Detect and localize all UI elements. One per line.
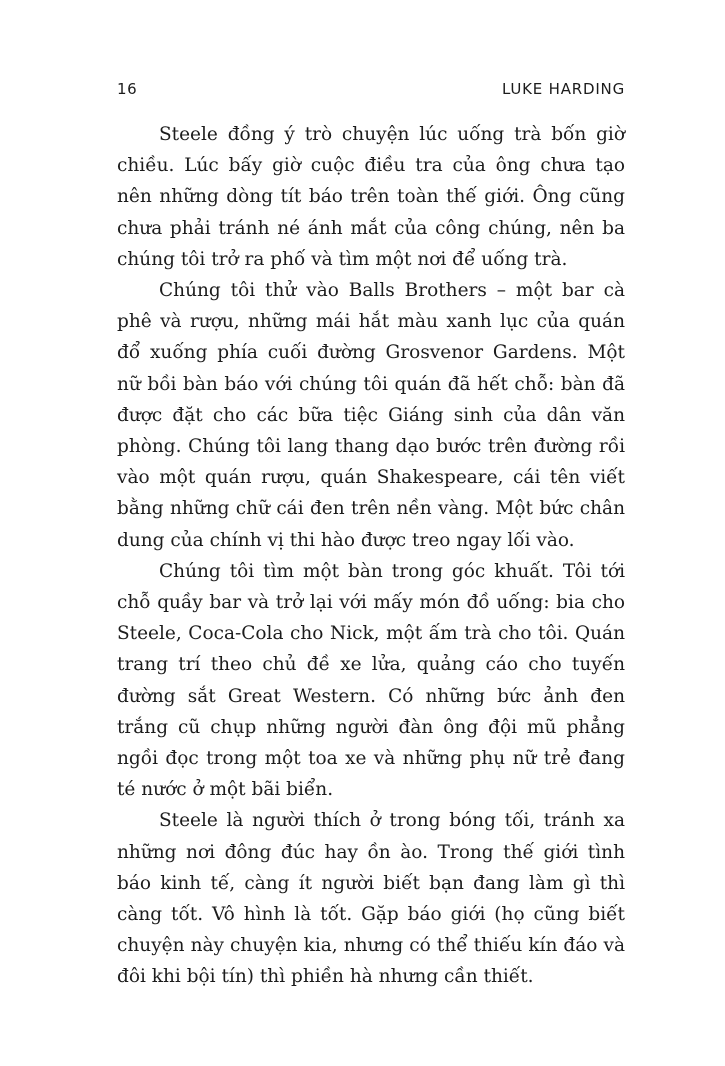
paragraph-3: Chúng tôi tìm một bàn trong góc khuất. Tôi tới chỗ quầy bar và trở lại với mấy món đồ uống: bia cho Steele, Coca-Cola cho Nick, một ấm trà cho tôi. Quán trang trí theo chủ đề xe lửa, quảng cáo cho tuyến đường sắt Great Western. Có những bức ảnh đen trắng cũ chụp những người đàn ông đội mũ phẳng ngồi đọc trong một toa xe và những phụ nữ trẻ đang té nước ở một bãi biển.	[117, 560, 625, 801]
paragraph-4: Steele là người thích ở trong bóng tối, tránh xa những nơi đông đúc hay ồn ào. Trong thế giới tình báo kinh tế, càng ít người biết bạn đang làm gì thì càng tốt. Vô hình là tốt. Gặp báo giới (họ cũng biết chuyện này chuyện kia, nhưng có thể thiếu kín đáo và đôi khi bội tín) thì phiền hà nhưng cần thiết.	[117, 810, 625, 988]
paragraph-1: Steele đồng ý trò chuyện lúc uống trà bốn giờ chiều. Lúc bấy giờ cuộc điều tra của ông chưa tạo nên những dòng tít báo trên toàn thế giới. Ông cũng chưa phải tránh né ánh mắt của công chúng, nên ba chúng tôi trở ra phố và tìm một nơi để uống trà.	[117, 124, 625, 270]
paragraph-2: Chúng tôi thử vào Balls Brothers – một bar cà phê và rượu, những mái hắt màu xanh lục của quán đổ xuống phía cuối đường Grosvenor Gardens. Một nữ bồi bàn báo với chúng tôi quán đã hết chỗ: bàn đã được đặt cho các bữa tiệc Giáng sinh của dân văn phòng. Chúng tôi lang thang dạo bước trên đường rồi vào một quán rượu, quán Shakespeare, cái tên viết bằng những chữ cái đen trên nền vàng. Một bức chân dung của chính vị thi hào được treo ngay lối vào.	[117, 280, 625, 551]
page-number: 16	[117, 80, 138, 98]
body-text	[117, 119, 625, 993]
running-head-author: LUKE HARDING	[501, 80, 625, 98]
page-header	[117, 80, 625, 104]
